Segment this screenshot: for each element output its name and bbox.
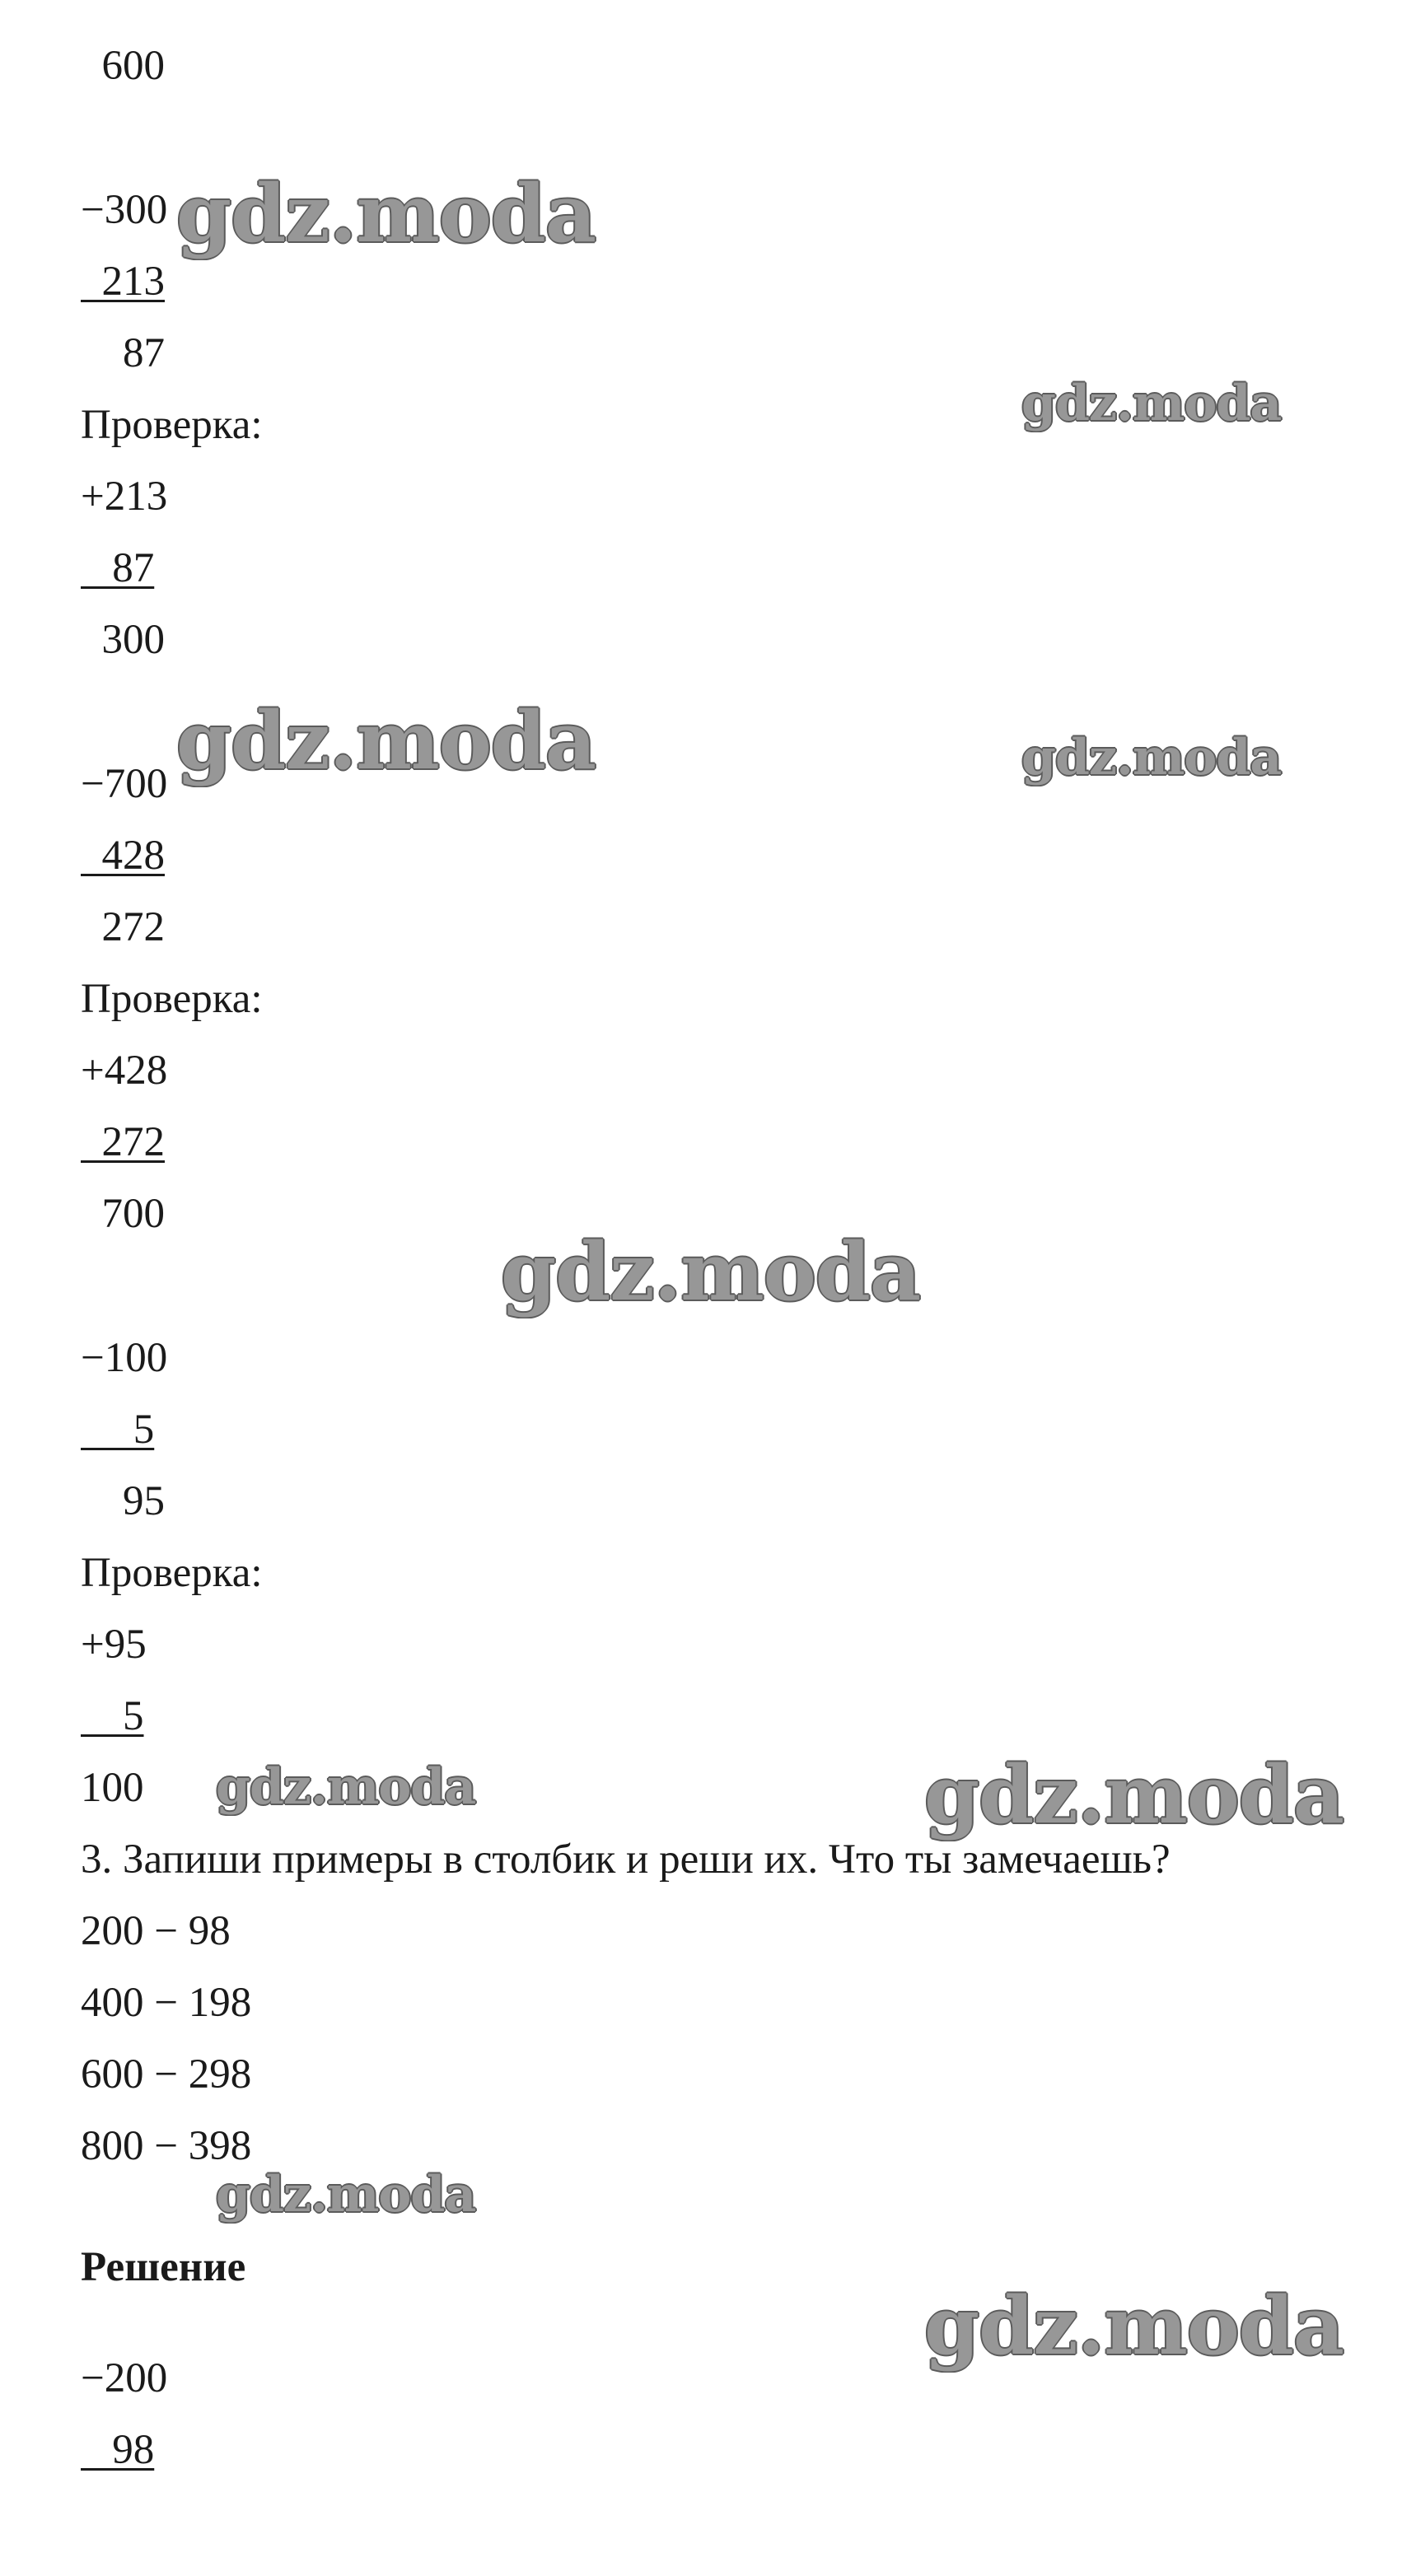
text-line: 213 — [81, 259, 165, 305]
watermark: gdz.moda — [924, 1748, 1344, 1841]
text-line: 272 — [81, 1119, 165, 1165]
watermark: gdz.moda — [216, 2166, 476, 2224]
text-line: 800 − 398 — [81, 2123, 252, 2169]
text-line: 272 — [81, 904, 165, 950]
text-line: −300 — [81, 187, 168, 233]
text-line: 5 — [81, 1407, 155, 1453]
text-line: 87 — [81, 545, 155, 591]
text-line: 5 — [81, 1693, 144, 1739]
text-line: 428 — [81, 833, 165, 879]
watermark: gdz.moda — [176, 167, 596, 260]
watermark: gdz.moda — [1021, 729, 1282, 786]
watermark: gdz.moda — [501, 1225, 921, 1318]
text-line: 87 — [81, 330, 165, 376]
text-line: 200 − 98 — [81, 1908, 231, 1954]
text-line: 600 − 298 — [81, 2051, 252, 2098]
watermark: gdz.moda — [176, 694, 596, 787]
text-line: 98 — [81, 2427, 155, 2473]
text-line: −200 — [81, 2355, 168, 2401]
text-line: +95 — [81, 1622, 147, 1668]
text-line: −100 — [81, 1335, 168, 1381]
text-line: 300 — [81, 617, 165, 663]
exercise-heading: 3. Запиши примеры в столбик и реши их. Что ты замечаешь? — [81, 1836, 1171, 1883]
text-line: Проверка: — [81, 402, 263, 448]
text-line: 100 — [81, 1765, 144, 1811]
text-line: Проверка: — [81, 976, 263, 1022]
watermark: gdz.moda — [924, 2280, 1344, 2373]
text-line: 600 — [81, 43, 165, 89]
text-line: 700 — [81, 1191, 165, 1237]
text-line: 400 − 198 — [81, 1980, 252, 2026]
solution-heading: Решение — [81, 2244, 246, 2290]
text-line: +213 — [81, 474, 168, 520]
watermark: gdz.moda — [1021, 375, 1282, 432]
text-line: −700 — [81, 761, 168, 807]
text-line: +428 — [81, 1048, 168, 1094]
text-line: Проверка: — [81, 1550, 263, 1596]
watermark: gdz.moda — [216, 1758, 476, 1816]
text-line: 95 — [81, 1478, 165, 1524]
